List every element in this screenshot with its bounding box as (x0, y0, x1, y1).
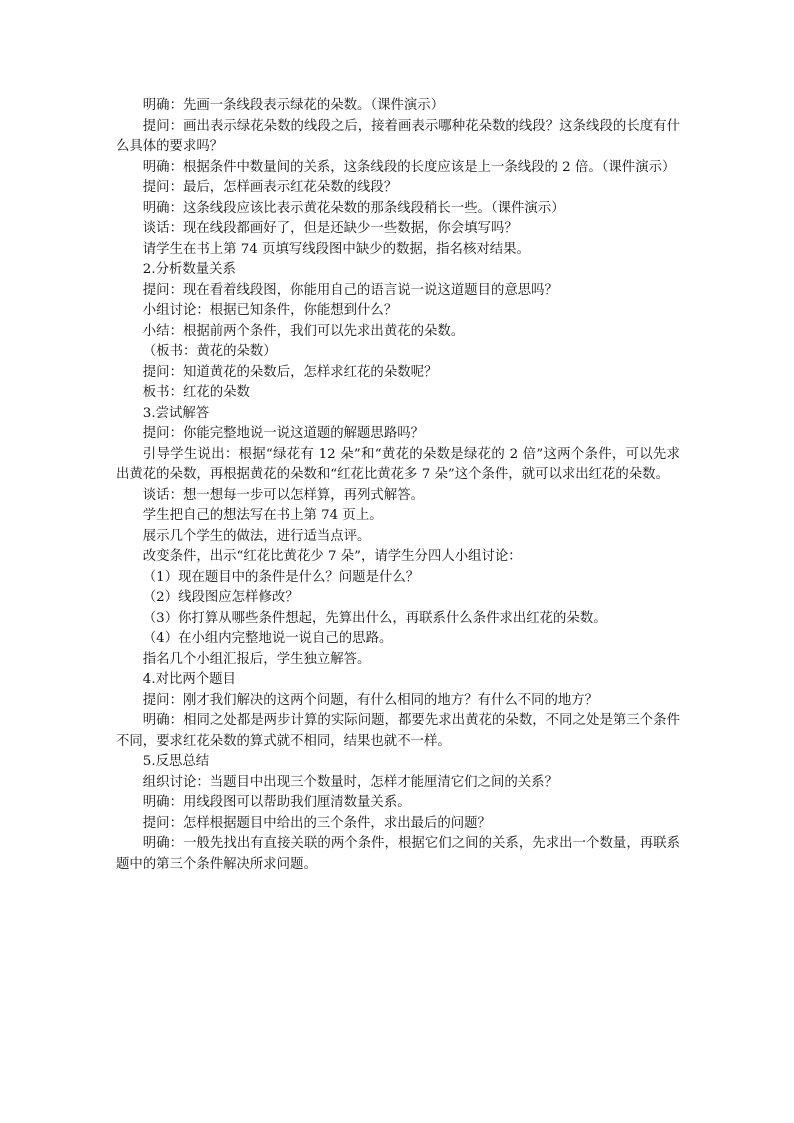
paragraph: 指名几个小组汇报后，学生独立解答。 (142, 651, 371, 667)
paragraph: 提问：知道黄花的朵数后，怎样求红花的朵数呢？ (142, 364, 438, 380)
paragraph: 引导学生说出：根据“绿花有 12 朵”和“黄花的朵数是绿花的 2 倍”这两个条件，可以先求出黄花的朵数，再根据黄花的朵数和“红花比黄花多 7 朵”这个条件，就可以求出红花的朵数。 (116, 446, 680, 482)
paragraph: 明确：用线段图可以帮助我们厘清数量关系。 (142, 795, 411, 810)
list-item: （4）在小组内完整地说一说自己的思路。 (142, 631, 393, 646)
paragraph: 谈话：现在线段都画好了，但是还缺少一些数据，你会填写吗？ (142, 221, 518, 236)
section-heading: 3.尝试解答 (142, 405, 210, 421)
board-note: （板书：黄花的朵数） (142, 344, 277, 359)
section-heading: 2.分析数量关系 (142, 262, 236, 277)
paragraph: 明确：一般先找出有直接关联的两个条件，根据它们之间的关系，先求出一个数量，再联系题中的第三个条件解决所求问题。 (116, 836, 680, 872)
paragraph: 组织讨论：当题目中出现三个数量时，怎样才能厘清它们之间的关系？ (142, 774, 558, 790)
list-item: （3）你打算从哪些条件想起，先算出什么，再联系什么条件求出红花的朵数。 (142, 610, 607, 626)
paragraph: 提问：刚才我们解决的这两个问题，有什么相同的地方？有什么不同的地方？ (142, 692, 599, 708)
paragraph: 改变条件，出示“红花比黄花少 7 朵”，请学生分四人小组讨论： (142, 549, 522, 564)
document-page (116, 96, 680, 875)
paragraph: 明确：先画一条线段表示绿花的朵数。（课件演示） (142, 98, 445, 113)
list-item: （1）现在题目中的条件是什么？问题是什么？ (142, 569, 420, 585)
section-heading: 5.反思总结 (142, 754, 210, 769)
paragraph: 小结：根据前两个条件，我们可以先求出黄花的朵数。 (142, 323, 465, 339)
paragraph: 学生把自己的想法写在书上第 74 页上。 (142, 508, 383, 523)
paragraph: 小组讨论：根据已知条件，你能想到什么？ (142, 303, 398, 318)
paragraph: 提问：最后，怎样画表示红花朵数的线段？ (142, 180, 398, 195)
paragraph: 提问：画出表示绿花朵数的线段之后，接着画表示哪种花朵数的线段？这条线段的长度有什么具体的要求吗？ (116, 118, 680, 154)
paragraph: 请学生在书上第 74 页填写线段图中缺少的数据，指名核对结果。 (142, 241, 530, 257)
paragraph: 提问：怎样根据题目中给出的三个条件，求出最后的问题？ (142, 815, 491, 831)
section-heading: 4.对比两个题目 (142, 672, 236, 687)
paragraph: 明确：这条线段应该比表示黄花朵数的那条线段稍长一些。（课件演示） (142, 200, 565, 216)
paragraph: 展示几个学生的做法，进行适当点评。 (142, 528, 371, 544)
paragraph: 谈话：想一想每一步可以怎样算，再列式解答。 (142, 487, 424, 503)
board-note: 板书：红花的朵数 (142, 385, 250, 400)
paragraph: 提问：现在看着线段图，你能用自己的语言说一说这道题目的意思吗？ (142, 282, 558, 298)
paragraph: 明确：根据条件中数量间的关系，这条线段的长度应该是上一条线段的 2 倍。（课件演示） (142, 159, 676, 175)
paragraph: 明确：相同之处都是两步计算的实际问题，都要先求出黄花的朵数，不同之处是第三个条件不同，要求红花朵数的算式就不相同，结果也就不一样。 (116, 713, 680, 749)
paragraph: 提问：你能完整地说一说这道题的解题思路吗？ (142, 426, 424, 441)
list-item: （2）线段图应怎样修改？ (142, 590, 299, 605)
